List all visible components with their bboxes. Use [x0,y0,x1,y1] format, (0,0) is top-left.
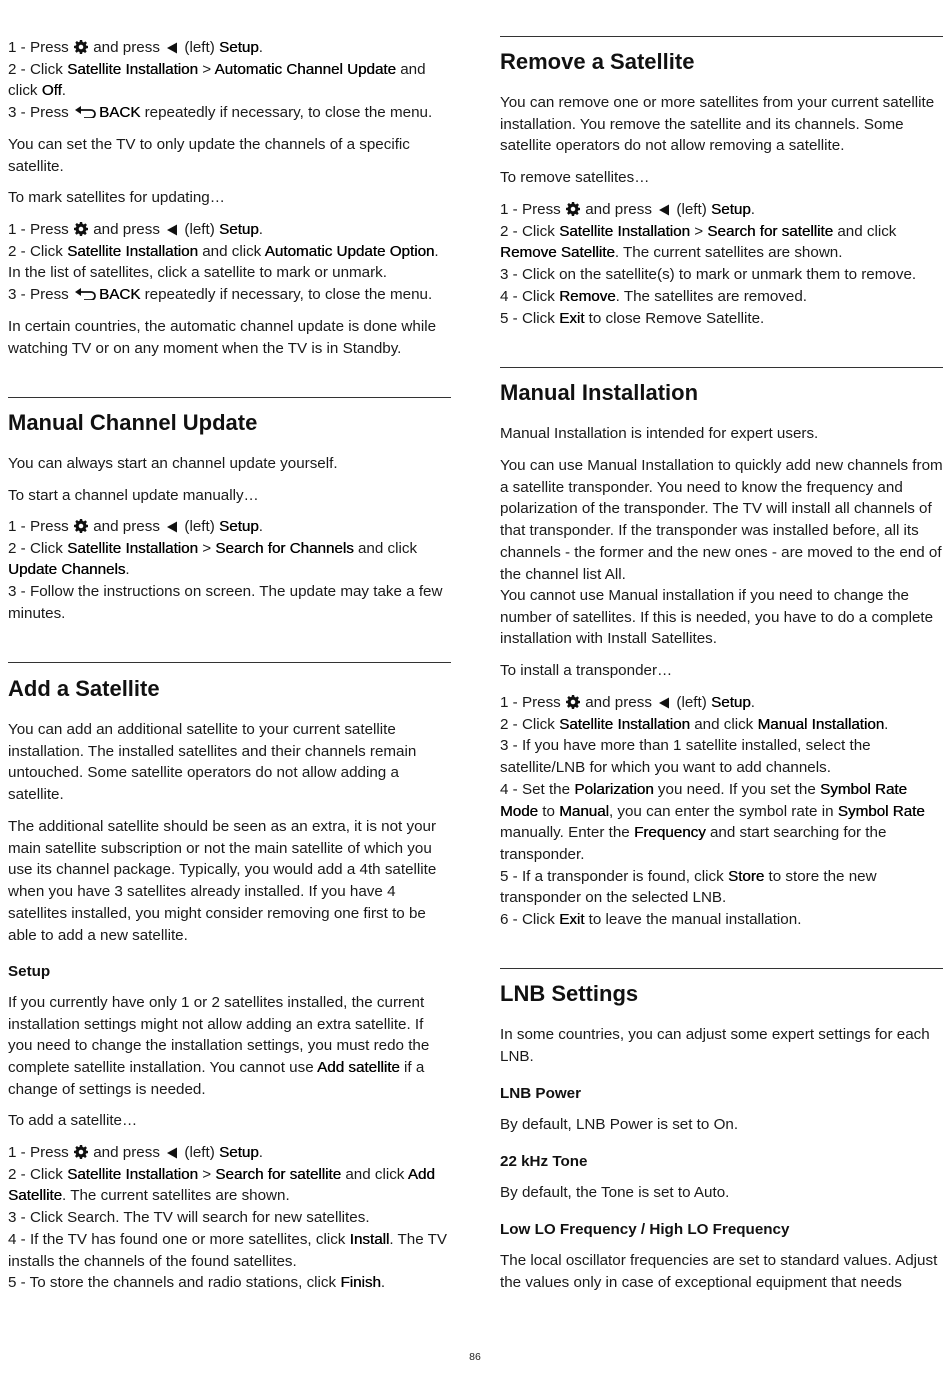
step-2: 2 - Click Satellite Installation and click Manual Installation. [500,715,889,733]
remove-satellite-steps [500,199,943,329]
left-arrow-icon [658,204,670,216]
section-title-add-satellite: Add a Satellite [8,676,160,701]
step-1: 1 - Press and press (left) Setup. [8,221,263,238]
paragraph: By default, the Tone is set to Auto. [500,1184,730,1201]
manual-installation-steps [500,692,943,931]
left-arrow-icon [166,1147,178,1159]
paragraph: The additional satellite should be seen as an extra, it is not your main satellite subscription or not the main satellite of which you use its channel package. Typically, you would add a 4th satellite when you have 3 satellites already installed. If you have 4 satellites installed, you might consider removing one first to be able to add a new satellite. [8,818,437,944]
step-3: 3 - Press BACK repeatedly if necessary, to close the menu. [8,104,433,122]
paragraph: You can always start an channel update yourself. [8,455,338,472]
step-3: 3 - Click on the satellite(s) to mark or unmark them to remove. [500,266,917,284]
section-title-manual-installation: Manual Installation [500,380,699,405]
left-arrow-icon [166,42,178,54]
step-4: 4 - Set the Polarization you need. If you set the Symbol Rate Mode to Manual, you can enter the symbol rate in Symbol Rate manually. Enter the Frequency and start searching for the transponder. [500,780,925,863]
paragraph: To remove satellites… [500,169,650,186]
step-3: 3 - Press BACK repeatedly if necessary, to close the menu. [8,286,433,304]
step-5: 5 - To store the channels and radio stations, click Finish. [8,1274,386,1292]
page-number: 86 [469,1351,481,1363]
paragraph: In some countries, you can adjust some expert settings for each LNB. [500,1026,930,1065]
section-divider [8,397,451,398]
mark-steps [8,219,451,306]
step-6: 6 - Click Exit to leave the manual installation. [500,911,802,929]
step-5: 5 - If a transponder is found, click Store to store the new transponder on the selected LNB. [500,867,877,907]
step-3: 3 - If you have more than 1 satellite installed, select the satellite/LNB for which you want to add channels. [500,737,871,777]
step-2: 2 - Click Satellite Installation > Automatic Channel Update and click Off. [8,60,426,100]
section-divider [8,662,451,663]
add-satellite-steps [8,1142,451,1294]
subheading-lnb-power: LNB Power [500,1085,582,1102]
channel-update-steps [8,37,451,124]
step-3: 3 - Click Search. The TV will search for new satellites. [8,1209,370,1227]
paragraph: If you currently have only 1 or 2 satellites installed, the current installation settings might not allow adding an extra satellite. If you need to change the installation settings, you must redo the complete satellite installation. You cannot use Add satellite if a change of settings is needed. [8,994,430,1098]
step-1: 1 - Press and press (left) Setup. [500,694,755,711]
left-arrow-icon [658,697,670,709]
step-2: 2 - Click Satellite Installation > Search for Channels and click Update Channels. [8,539,418,579]
gear-icon [566,202,580,216]
back-arrow-icon [75,106,97,118]
paragraph: In certain countries, the automatic channel update is done while watching TV or on any moment when the TV is in Standby. [8,318,437,357]
subheading-setup: Setup [8,963,51,980]
section-title-manual-channel-update: Manual Channel Update [8,410,258,435]
step-4: 4 - Click Remove. The satellites are removed. [500,287,807,305]
step-1: 1 - Press and press (left) Setup. [8,1144,263,1161]
left-arrow-icon [166,521,178,533]
back-arrow-icon [75,288,97,300]
left-arrow-icon [166,224,178,236]
step-2: 2 - Click Satellite Installation > Search for satellite and click Add Satellite. The current satellites are shown. [8,1165,435,1205]
paragraph: You can set the TV to only update the channels of a specific satellite. [8,136,410,175]
gear-icon [566,695,580,709]
gear-icon [74,519,88,533]
manual-update-steps [8,516,451,625]
step-5: 5 - Click Exit to close Remove Satellite. [500,309,765,327]
step-1: 1 - Press and press (left) Setup. [8,39,263,56]
gear-icon [74,222,88,236]
section-divider [500,36,943,37]
paragraph: To mark satellites for updating… [8,189,225,206]
step-1: 1 - Press and press (left) Setup. [500,201,755,218]
section-divider [500,968,943,969]
step-1: 1 - Press and press (left) Setup. [8,518,263,535]
step-3: 3 - Follow the instructions on screen. The update may take a few minutes. [8,583,443,622]
paragraph: Manual Installation is intended for expert users. [500,425,819,442]
paragraph: To install a transponder… [500,662,673,679]
paragraph: To add a satellite… [8,1112,138,1129]
step-2: 2 - Click Satellite Installation and click Automatic Update Option. In the list of satellites, click a satellite to mark or unmark. [8,242,439,282]
step-4: 4 - If the TV has found one or more satellites, click Install. The TV installs the channels of the found satellites. [8,1230,447,1270]
gear-icon [74,1145,88,1159]
paragraph: By default, LNB Power is set to On. [500,1116,739,1133]
section-title-lnb-settings: LNB Settings [500,981,639,1006]
paragraph: You can add an additional satellite to your current satellite installation. The installed satellites and their channels remain untouched. Some satellite operators do not allow adding a satellite. [8,721,417,804]
section-title-remove-satellite: Remove a Satellite [500,49,695,74]
paragraph: You can use Manual Installation to quickly add new channels from a satellite transponder. You need to know the frequency and polarization of the transponder. The TV will install all channels of that transponder. If the transponder was installed before, all its channels - the former and the new ones - are moved to the end of the channel list All. [500,457,943,583]
paragraph: The local oscillator frequencies are set to standard values. Adjust the values only in case of exceptional equipment that needs [500,1252,938,1291]
paragraph: To start a channel update manually… [8,487,259,504]
section-divider [500,367,943,368]
paragraph: You can remove one or more satellites from your current satellite installation. You remove the satellite and its channels. Some satellite operators do not allow removing a satellite. [500,94,935,155]
gear-icon [74,40,88,54]
paragraph: You cannot use Manual installation if you need to change the number of satellites. If this is needed, you have to do a complete installation with Install Satellites. [500,587,934,648]
subheading-22khz-tone: 22 kHz Tone [500,1153,588,1170]
subheading-lo-frequency: Low LO Frequency / High LO Frequency [500,1221,790,1238]
step-2: 2 - Click Satellite Installation > Search for satellite and click Remove Satellite. The current satellites are shown. [500,222,897,262]
